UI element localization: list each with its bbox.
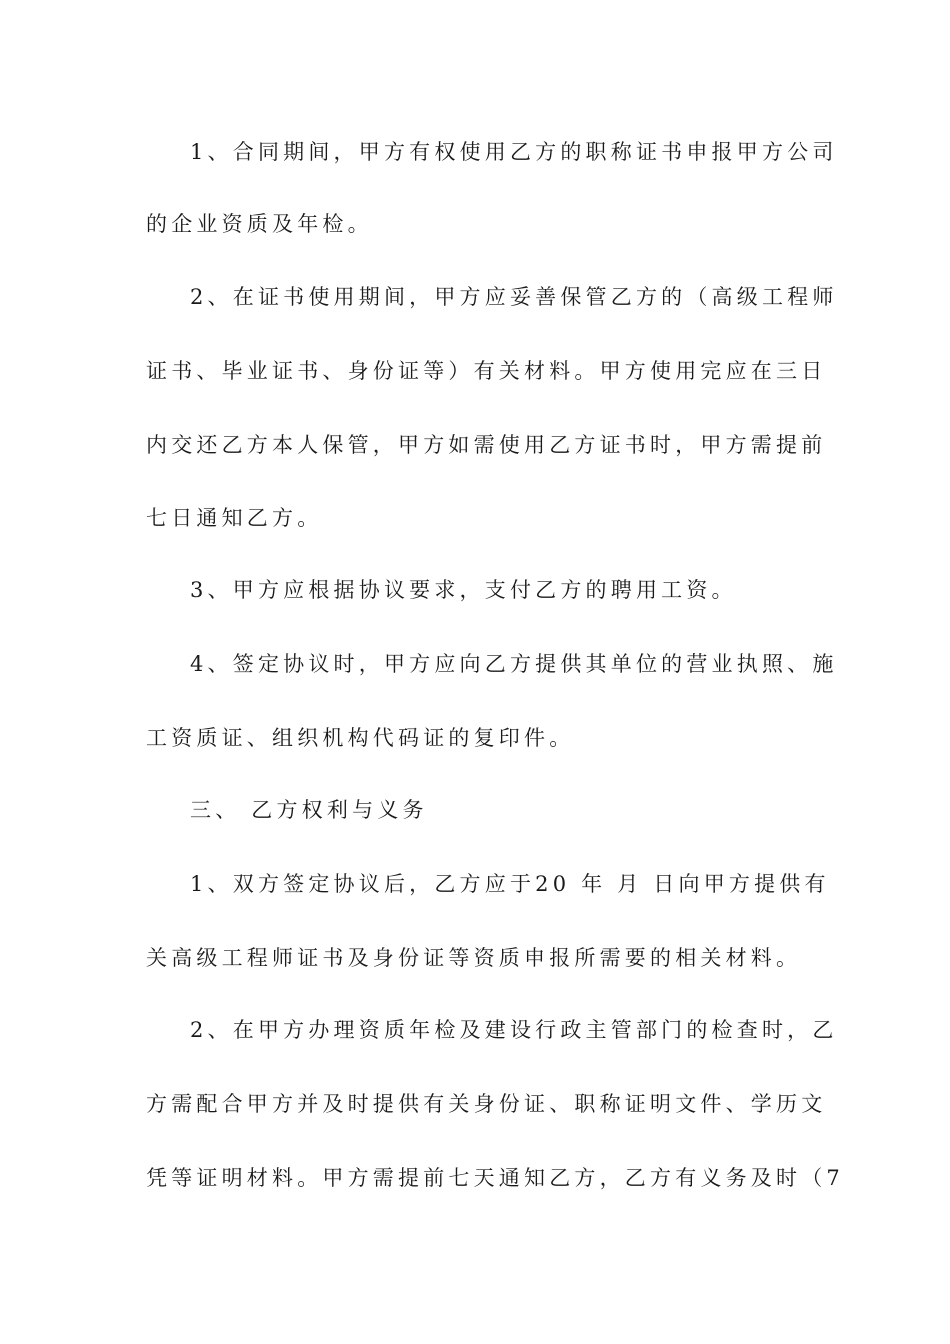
clause-a2-line-1: 2、在证书使用期间，甲方应妥善保管乙方的（高级工程师 (190, 285, 838, 309)
clause-a4-line-2: 工资质证、组织机构代码证的复印件。 (146, 726, 575, 750)
clause-b2-line-3: 凭等证明材料。甲方需提前七天通知乙方，乙方有义务及时（7 (146, 1166, 844, 1190)
clause-a1-line-2: 的企业资质及年检。 (146, 212, 373, 236)
clause-a2-line-4: 七日通知乙方。 (146, 506, 323, 530)
clause-a2-line-2: 证书、毕业证书、身份证等）有关材料。甲方使用完应在三日 (146, 359, 827, 383)
section-heading: 三、 乙方权利与义务 (190, 798, 428, 822)
clause-a2-line-3: 内交还乙方本人保管，甲方如需使用乙方证书时，甲方需提前 (146, 433, 827, 457)
clause-b2-line-2: 方需配合甲方并及时提供有关身份证、职称证明文件、学历文 (146, 1092, 827, 1116)
clause-b1-line-1: 1、双方签定协议后，乙方应于20 年 月 日向甲方提供有 (190, 872, 830, 896)
clause-b2-line-1: 2、在甲方办理资质年检及建设行政主管部门的检查时，乙 (190, 1018, 838, 1042)
clause-a4-line-1: 4、签定协议时，甲方应向乙方提供其单位的营业执照、施 (190, 652, 838, 676)
clause-a3-line-1: 3、甲方应根据协议要求，支付乙方的聘用工资。 (190, 578, 737, 602)
clause-b1-line-2: 关高级工程师证书及身份证等资质申报所需要的相关材料。 (146, 946, 802, 970)
clause-a1-line-1: 1、合同期间，甲方有权使用乙方的职称证书申报甲方公司 (190, 140, 838, 164)
